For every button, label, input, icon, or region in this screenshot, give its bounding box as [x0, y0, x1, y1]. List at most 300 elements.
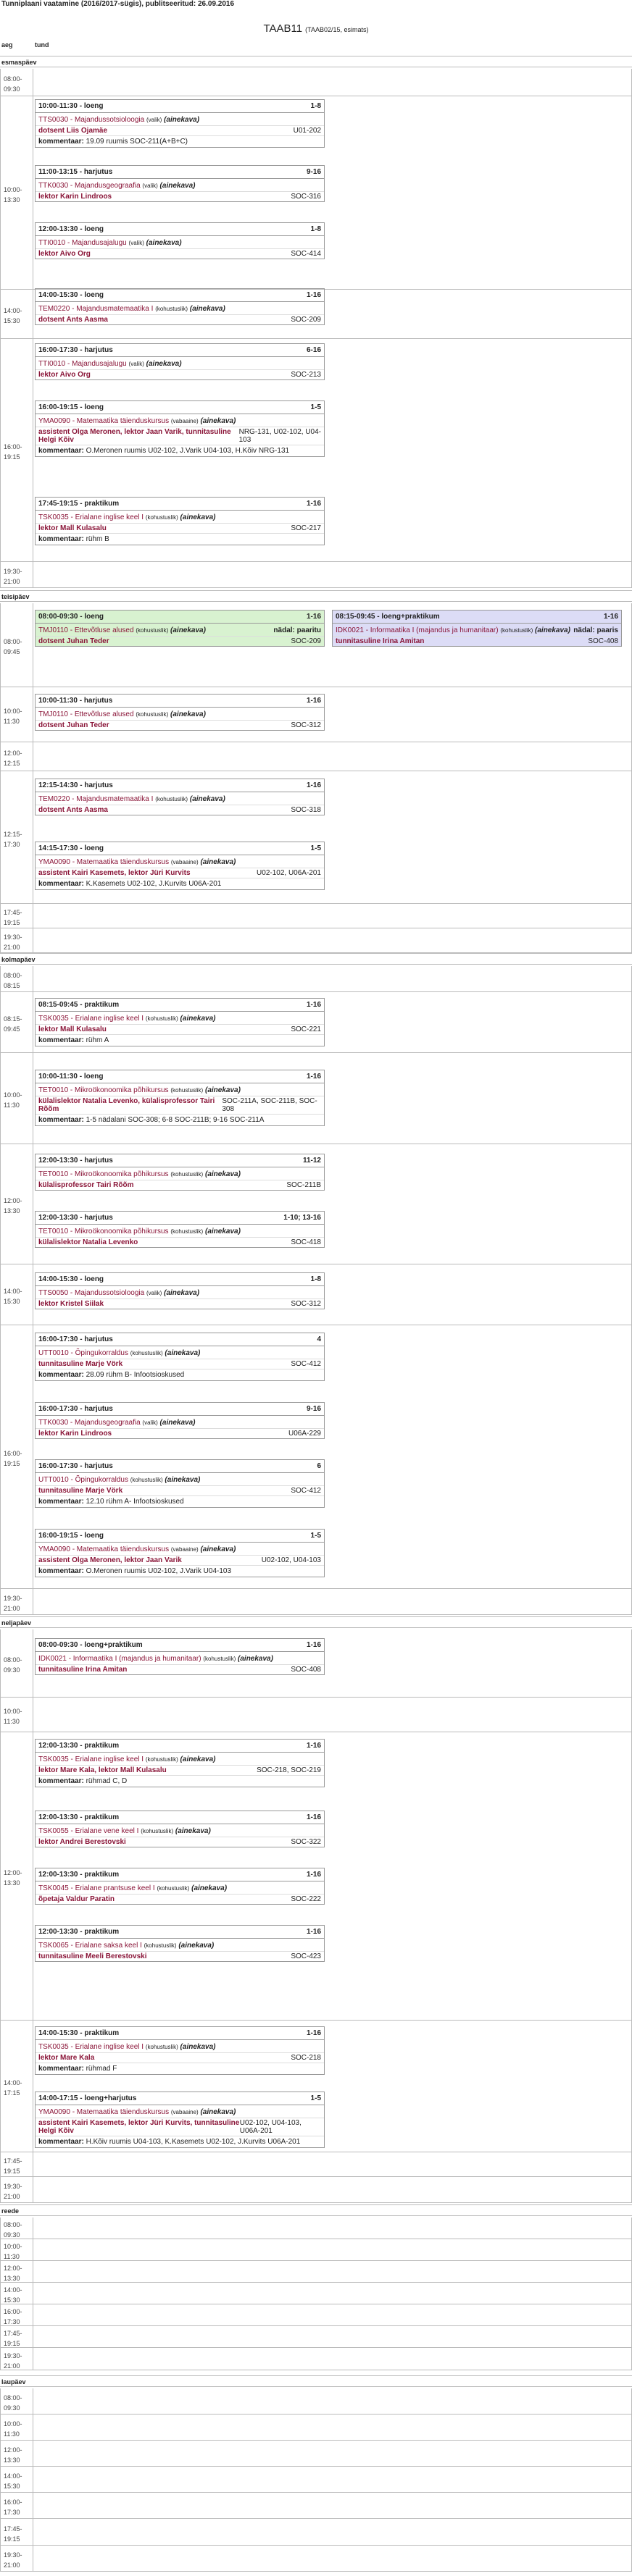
event-card[interactable]: [35, 1333, 325, 1381]
event-time-type: 16:00-19:15 - loeng: [38, 1532, 104, 1540]
week-note: nädal: paaritu: [273, 626, 321, 634]
time-slot: [0, 2546, 632, 2572]
teacher-name[interactable]: dotsent Ants Aasma: [38, 316, 108, 324]
course-code[interactable]: TSK0045 - Erialane prantsuse keel I: [38, 1884, 155, 1892]
event-header: [36, 695, 324, 708]
course-kind-link[interactable]: (ainekava): [175, 1827, 211, 1835]
course-kind-link[interactable]: (ainekava): [200, 417, 236, 425]
comment-label: kommentaar:: [38, 1371, 86, 1379]
course-name[interactable]: [36, 1939, 324, 1951]
room: U02-102, U06A-201: [257, 869, 321, 877]
teacher-name[interactable]: lektor Karin Lindroos: [38, 193, 112, 201]
time-slot: [0, 2441, 632, 2467]
course-code[interactable]: TMJ0110 - Ettevõtluse alused: [38, 710, 134, 718]
comment-text: rühm B: [86, 535, 109, 543]
teacher-name[interactable]: assistent Kairi Kasemets, lektor Jüri Kurvits: [38, 869, 191, 877]
slot-time: 14:00- 15:30: [4, 2286, 22, 2304]
slot-time: 10:00- 13:30: [4, 185, 22, 204]
event-weeks: 9-16: [306, 168, 321, 176]
teacher-name[interactable]: assistent Kairi Kasemets, lektor Jüri Kurvits, tunnitasuline Helgi Kõiv: [38, 2119, 240, 2135]
event-time-type: 12:00-13:30 - praktikum: [38, 1871, 120, 1879]
event-card[interactable]: [35, 1925, 325, 1962]
event-card[interactable]: [35, 610, 325, 647]
slot-time: 12:00- 13:30: [4, 1197, 22, 1214]
course-tag: (kohustuslik): [136, 627, 169, 634]
event-card[interactable]: [35, 99, 325, 148]
event-card[interactable]: [35, 1739, 325, 1787]
teacher-name[interactable]: lektor Karin Lindroos: [38, 1430, 112, 1438]
event-card[interactable]: [35, 1070, 325, 1126]
slot-time: 17:45- 19:15: [4, 2157, 22, 2175]
course-name[interactable]: [36, 1652, 324, 1664]
room: SOC-322: [291, 1838, 321, 1846]
slot-time: 12:00- 12:15: [4, 750, 22, 767]
course-kind-link[interactable]: (ainekava): [205, 1086, 241, 1094]
comment: [36, 1495, 324, 1507]
course-name[interactable]: [36, 1012, 324, 1024]
page-title: Tunniplaani vaatamine (2016/2017-sügis), publitseeritud: 26.09.2016: [1, 0, 235, 8]
slot-time: 16:00- 17:30: [4, 2308, 22, 2325]
event-header: [36, 1811, 324, 1824]
event-time-type: 10:00-11:30 - loeng: [38, 1073, 104, 1081]
course-tag: (kohustuslik): [170, 1171, 204, 1178]
course-kind-link[interactable]: (ainekava): [180, 513, 216, 521]
event-time-type: 12:00-13:30 - praktikum: [38, 1928, 120, 1936]
event-card[interactable]: [35, 497, 325, 545]
room: SOC-213: [291, 371, 321, 379]
course-name[interactable]: [36, 1753, 324, 1765]
course-name[interactable]: [36, 1225, 324, 1237]
comment: [36, 878, 324, 889]
teacher-room-row: [36, 1299, 324, 1309]
course-tag: (vabaaine): [170, 418, 199, 424]
course-tag: (kohustuslik): [145, 1756, 178, 1763]
course-kind-link[interactable]: (ainekava): [535, 626, 570, 634]
event-header: [36, 2027, 324, 2040]
course-tag: (kohustuslik): [203, 1656, 236, 1662]
course-name[interactable]: [36, 624, 324, 636]
slot-time: 08:00- 09:30: [4, 1656, 22, 1674]
course-tag: (kohustuslik): [157, 1885, 190, 1892]
course-kind-link[interactable]: (ainekava): [200, 858, 236, 866]
teacher-room-row: [36, 1428, 324, 1438]
teacher-name[interactable]: lektor Mare Kala, lektor Mall Kulasalu: [38, 1766, 167, 1774]
course-tag: (kohustuslik): [130, 1350, 163, 1356]
time-slot: [0, 2304, 632, 2326]
event-weeks: 6-16: [306, 346, 321, 354]
course-kind-link[interactable]: (ainekava): [164, 116, 200, 124]
course-name[interactable]: [36, 1473, 324, 1485]
course-code[interactable]: TSK0065 - Erialane saksa keel I: [38, 1942, 142, 1950]
course-kind-link[interactable]: (ainekava): [170, 626, 206, 634]
course-name[interactable]: [36, 511, 324, 523]
course-kind-link[interactable]: (ainekava): [165, 1349, 201, 1357]
comment: [36, 2136, 324, 2147]
time-slot: [0, 1698, 632, 1732]
event-card[interactable]: [35, 1459, 325, 1508]
room: U06A-229: [288, 1430, 321, 1438]
room: SOC-222: [291, 1895, 321, 1903]
event-time-type: 14:00-17:15 - loeng+harjutus: [38, 2094, 137, 2102]
course-name[interactable]: [333, 624, 621, 636]
event-header: [36, 1070, 324, 1083]
event-header: [36, 2092, 324, 2105]
teacher-name[interactable]: dotsent Juhan Teder: [38, 721, 109, 729]
course-code[interactable]: YMA0090 - Matemaatika täienduskursus: [38, 1545, 170, 1553]
event-weeks: 1-16: [306, 291, 321, 299]
time-slot: [0, 2326, 632, 2348]
course-name[interactable]: [36, 1167, 324, 1180]
event-card[interactable]: [35, 1868, 325, 1905]
day-header: teisipäev: [0, 590, 632, 602]
slot-time: 14:00- 15:30: [4, 307, 22, 324]
comment-label: kommentaar:: [38, 1036, 86, 1044]
comment-label: kommentaar:: [38, 1498, 86, 1506]
teacher-room-row: [36, 1180, 324, 1190]
course-name[interactable]: [36, 357, 324, 369]
course-code[interactable]: TSK0055 - Erialane vene keel I: [38, 1827, 139, 1835]
week-note: nädal: paaris: [573, 626, 618, 634]
event-time-type: 16:00-17:30 - harjutus: [38, 1335, 113, 1343]
teacher-name[interactable]: lektor Mare Kala: [38, 2054, 95, 2062]
course-tag: (kohustuslik): [155, 306, 188, 312]
event-weeks: 1-8: [310, 225, 321, 233]
course-name[interactable]: [36, 2040, 324, 2052]
teacher-room-row: [36, 248, 324, 259]
teacher-room-row: [36, 1951, 324, 1961]
teacher-name[interactable]: dotsent Ants Aasma: [38, 806, 108, 814]
course-code[interactable]: TTI0010 - Majandusajalugu: [38, 360, 127, 368]
teacher-name[interactable]: külalisprofessor Tairi Rõõm: [38, 1181, 134, 1189]
course-code[interactable]: TSK0035 - Erialane inglise keel I: [38, 1755, 144, 1763]
teacher-name[interactable]: tunnitasuline Marje Vörk: [38, 1487, 123, 1495]
comment-label: kommentaar:: [38, 1116, 86, 1124]
course-code[interactable]: YMA0090 - Matemaatika täienduskursus: [38, 2108, 170, 2116]
time-slot: [0, 2239, 632, 2261]
event-card[interactable]: [35, 1154, 325, 1191]
course-tag: (kohustuslik): [130, 1477, 163, 1483]
time-slot: [0, 2415, 632, 2441]
room: SOC-209: [291, 637, 321, 645]
teacher-name[interactable]: lektor Kristel Siilak: [38, 1300, 104, 1308]
event-header: [333, 611, 621, 624]
teacher-name[interactable]: tunnitasuline Irina Amitan: [336, 637, 425, 645]
slot-time: 08:00- 09:30: [4, 2394, 22, 2412]
time-slot: [0, 742, 632, 771]
course-name[interactable]: [36, 1286, 324, 1299]
event-card[interactable]: [35, 1811, 325, 1847]
teacher-name[interactable]: külalislektor Natalia Levenko: [38, 1238, 138, 1246]
event-card[interactable]: [35, 222, 325, 259]
slot-time: 19:30- 21:00: [4, 2351, 22, 2370]
course-code[interactable]: YMA0090 - Matemaatika täienduskursus: [38, 858, 170, 866]
course-name[interactable]: [36, 708, 324, 720]
slot-time: 10:00- 11:30: [4, 2243, 22, 2260]
event-card[interactable]: [35, 2092, 325, 2148]
event-weeks: 1-16: [306, 1001, 321, 1009]
teacher-name[interactable]: lektor Mall Kulasalu: [38, 524, 107, 532]
event-header: [36, 1333, 324, 1346]
course-tag: (kohustuslik): [155, 796, 188, 802]
teacher-room-row: [36, 1765, 324, 1775]
time-slot: [0, 2152, 632, 2177]
course-kind-link[interactable]: (ainekava): [200, 1545, 236, 1553]
event-card[interactable]: [35, 1402, 325, 1439]
teacher-name[interactable]: tunnitasuline Irina Amitan: [38, 1666, 128, 1674]
teacher-room-row: [36, 314, 324, 324]
teacher-room-row: [36, 369, 324, 379]
event-time-type: 11:00-13:15 - harjutus: [38, 168, 113, 176]
event-weeks: 1-16: [306, 613, 321, 621]
teacher-room-row: [36, 523, 324, 533]
teacher-name[interactable]: lektor Aivo Org: [38, 371, 91, 379]
slot-time: 12:00- 13:30: [4, 2265, 22, 2282]
slot-time: 17:45- 19:15: [4, 909, 22, 926]
course-name[interactable]: [36, 2105, 324, 2118]
teacher-room-row: [36, 720, 324, 730]
comment-text: 1-5 nädalani SOC-308; 6-8 SOC-211B; 9-16 SOC-211A: [86, 1116, 265, 1124]
teacher-name[interactable]: assistent Olga Meronen, lektor Jaan Varik: [38, 1556, 182, 1564]
course-tag: (valik): [142, 182, 158, 189]
course-code[interactable]: TMJ0110 - Ettevõtluse alused: [38, 626, 134, 634]
course-code[interactable]: IDK0021 - Informaatika I (majandus ja humanitaar): [38, 1655, 201, 1663]
event-time-type: 12:00-13:30 - harjutus: [38, 1157, 113, 1165]
course-name[interactable]: [36, 1824, 324, 1837]
course-name[interactable]: [36, 1083, 324, 1096]
event-card[interactable]: [35, 1529, 325, 1577]
event-weeks: 1-16: [306, 1742, 321, 1750]
teacher-name[interactable]: tunnitasuline Marje Vörk: [38, 1360, 123, 1368]
slot-time: 16:00- 19:15: [4, 1450, 22, 1467]
comment-text: rühmad C, D: [86, 1777, 128, 1785]
teacher-name[interactable]: lektor Aivo Org: [38, 250, 91, 258]
event-header: [36, 1403, 324, 1416]
teacher-room-row: [36, 1664, 324, 1674]
teacher-name[interactable]: lektor Mall Kulasalu: [38, 1025, 107, 1033]
course-name[interactable]: [36, 414, 324, 427]
course-kind-link[interactable]: (ainekava): [191, 1884, 228, 1892]
course-code[interactable]: TTI0010 - Majandusajalugu: [38, 239, 127, 247]
teacher-name[interactable]: lektor Andrei Berestovski: [38, 1838, 126, 1846]
event-weeks: 9-16: [306, 1405, 321, 1413]
event-time-type: 12:00-13:30 - loeng: [38, 225, 104, 233]
course-name[interactable]: [36, 1881, 324, 1894]
course-tag: (valik): [146, 1290, 162, 1296]
course-kind-link[interactable]: (ainekava): [180, 1755, 216, 1763]
course-code[interactable]: IDK0021 - Informaatika I (majandus ja humanitaar): [336, 626, 499, 634]
teacher-name[interactable]: dotsent Liis Ojamäe: [38, 127, 108, 135]
teacher-room-row: [36, 2118, 324, 2136]
event-card[interactable]: [35, 165, 325, 202]
course-name[interactable]: [36, 792, 324, 805]
event-weeks: 6: [317, 1462, 321, 1470]
comment-text: rühmad F: [86, 2065, 117, 2073]
comment-label: kommentaar:: [38, 880, 86, 888]
teacher-room-row: [333, 636, 621, 646]
course-name[interactable]: [36, 236, 324, 248]
course-name[interactable]: [36, 855, 324, 868]
event-weeks: 1-5: [310, 844, 321, 852]
course-code[interactable]: TEM0220 - Majandusmatemaatika I: [38, 305, 154, 313]
slot-time: 19:30- 21:00: [4, 2183, 22, 2200]
slot-time: 08:00- 09:30: [4, 75, 22, 93]
course-kind-link[interactable]: (ainekava): [178, 1942, 215, 1950]
event-card[interactable]: [35, 2026, 325, 2075]
course-code[interactable]: TEM0220 - Majandusmatemaatika I: [38, 795, 154, 803]
course-kind-link[interactable]: (ainekava): [180, 1015, 216, 1023]
group-code: TAAB11: [263, 22, 303, 35]
course-kind-link[interactable]: (ainekava): [159, 182, 196, 190]
event-header: [36, 289, 324, 302]
event-header: [36, 1273, 324, 1286]
comment-text: rühm A: [86, 1036, 109, 1044]
event-card[interactable]: [35, 1638, 325, 1675]
teacher-room-row: [36, 125, 324, 135]
course-kind-link[interactable]: (ainekava): [200, 2108, 236, 2116]
event-card[interactable]: [35, 1211, 325, 1248]
course-code[interactable]: UTT0010 - Õpingukorraldus: [38, 1476, 128, 1484]
event-header: [36, 1926, 324, 1939]
event-header: [36, 1868, 324, 1881]
event-time-type: 10:00-11:30 - harjutus: [38, 697, 113, 705]
event-weeks: 1-5: [310, 1532, 321, 1540]
course-kind-link[interactable]: (ainekava): [238, 1655, 273, 1663]
slot-time: 17:45- 19:15: [4, 2525, 22, 2543]
course-tag: (valik): [142, 1419, 158, 1426]
course-kind-link[interactable]: (ainekava): [189, 305, 225, 313]
event-weeks: 1-16: [603, 613, 618, 621]
course-kind-link[interactable]: (ainekava): [180, 2043, 216, 2051]
room: SOC-211A, SOC-211B, SOC-308: [222, 1097, 317, 1113]
comment: [36, 135, 324, 147]
time-slot: [0, 69, 632, 96]
event-time-type: 14:00-15:30 - loeng: [38, 291, 104, 299]
teacher-name[interactable]: õpetaja Valdur Paratin: [38, 1895, 115, 1903]
event-card[interactable]: [35, 288, 325, 325]
event-card[interactable]: [35, 694, 325, 731]
day-header: esmaspäev: [0, 56, 632, 67]
event-card[interactable]: [35, 400, 325, 457]
course-kind-link[interactable]: (ainekava): [159, 1419, 196, 1427]
slot-time: 10:00- 11:30: [4, 2420, 22, 2438]
teacher-room-row: [36, 1894, 324, 1904]
teacher-name[interactable]: assistent Olga Meronen, lektor Jaan Varik, tunnitasuline Helgi Kõiv: [38, 428, 231, 444]
event-card[interactable]: [35, 998, 325, 1046]
course-name[interactable]: [36, 179, 324, 191]
teacher-name[interactable]: dotsent Juhan Teder: [38, 637, 109, 645]
course-kind-link[interactable]: (ainekava): [170, 710, 206, 718]
course-kind-link[interactable]: (ainekava): [205, 1228, 241, 1235]
event-weeks: 1-16: [306, 1073, 321, 1081]
column-header-aeg: aeg: [1, 41, 13, 49]
comment-text: O.Meronen ruumis U02-102, J.Varik U04-103: [86, 1567, 232, 1575]
day-header: reede: [0, 2204, 632, 2216]
event-weeks: 1-5: [310, 403, 321, 411]
room: SOC-217: [291, 524, 321, 532]
event-weeks: 1-16: [306, 781, 321, 789]
course-tag: (kohustuslik): [170, 1228, 204, 1235]
event-header: [36, 611, 324, 624]
room: SOC-412: [291, 1360, 321, 1368]
course-kind-link[interactable]: (ainekava): [205, 1170, 241, 1178]
time-slot: [0, 2348, 632, 2370]
course-kind-link[interactable]: (ainekava): [165, 1476, 201, 1484]
course-code[interactable]: TET0010 - Mikroökonoomika põhikursus: [38, 1228, 169, 1235]
room: SOC-312: [291, 721, 321, 729]
comment: [36, 445, 324, 456]
course-name[interactable]: [36, 113, 324, 125]
course-code[interactable]: YMA0090 - Matemaatika täienduskursus: [38, 417, 170, 425]
course-name[interactable]: [36, 1543, 324, 1555]
teacher-room-row: [36, 1555, 324, 1565]
course-kind-link[interactable]: (ainekava): [146, 239, 182, 247]
event-card[interactable]: [35, 1272, 325, 1309]
course-kind-link[interactable]: (ainekava): [146, 360, 182, 368]
course-name[interactable]: [36, 1416, 324, 1428]
course-kind-link[interactable]: (ainekava): [189, 795, 225, 803]
teacher-room-row: [36, 868, 324, 878]
course-code[interactable]: TET0010 - Mikroökonoomika põhikursus: [38, 1170, 169, 1178]
teacher-name[interactable]: tunnitasuline Meeli Berestovski: [38, 1952, 147, 1960]
course-code[interactable]: TTK0030 - Majandusgeograafia: [38, 182, 141, 190]
course-name[interactable]: [36, 302, 324, 314]
course-code[interactable]: TSK0035 - Erialane inglise keel I: [38, 1015, 144, 1023]
event-card[interactable]: [35, 779, 325, 815]
course-code[interactable]: TSK0035 - Erialane inglise keel I: [38, 513, 144, 521]
event-card[interactable]: [35, 343, 325, 380]
course-tag: (valik): [146, 117, 162, 123]
comment-text: 19.09 ruumis SOC-211(A+B+C): [86, 138, 188, 146]
comment-text: 28.09 rühm B- Infootsioskused: [86, 1371, 185, 1379]
course-tag: (kohustuslik): [144, 1942, 177, 1949]
course-code[interactable]: TSK0035 - Erialane inglise keel I: [38, 2043, 144, 2051]
slot-time: 19:30- 21:00: [4, 568, 22, 585]
comment: [36, 1369, 324, 1380]
course-code[interactable]: TET0010 - Mikroökonoomika põhikursus: [38, 1086, 169, 1094]
course-code[interactable]: TTS0050 - Majandussotsioloogia: [38, 1289, 145, 1297]
slot-time: 08:00- 08:15: [4, 972, 22, 989]
slot-time: 19:30- 21:00: [4, 2551, 22, 2569]
event-header: [36, 223, 324, 236]
event-card[interactable]: [332, 610, 622, 647]
room: NRG-131, U02-102, U04-103: [238, 428, 321, 444]
event-header: [36, 498, 324, 511]
time-slot: [0, 2177, 632, 2203]
course-tag: (vabaaine): [170, 859, 199, 865]
slot-time: 14:00- 17:15: [4, 2079, 22, 2097]
time-slot: [0, 2283, 632, 2304]
event-weeks: 11-12: [302, 1157, 321, 1165]
course-code[interactable]: TTK0030 - Majandusgeograafia: [38, 1419, 141, 1427]
teacher-name[interactable]: külalislektor Natalia Levenko, külalisprofessor Tairi Rõõm: [38, 1097, 215, 1113]
course-code[interactable]: TTS0030 - Majandussotsioloogia: [38, 116, 145, 124]
teacher-room-row: [36, 1237, 324, 1247]
course-tag: (kohustuslik): [145, 2044, 178, 2050]
course-name[interactable]: [36, 1346, 324, 1359]
event-header: [36, 166, 324, 179]
slot-time: 19:30- 21:00: [4, 1595, 22, 1612]
teacher-room-row: [36, 1837, 324, 1847]
room: SOC-408: [588, 637, 618, 645]
event-time-type: 14:15-17:30 - loeng: [38, 844, 104, 852]
room: SOC-318: [291, 806, 321, 814]
event-time-type: 16:00-17:30 - harjutus: [38, 1405, 113, 1413]
course-kind-link[interactable]: (ainekava): [164, 1289, 200, 1297]
slot-time: 08:00- 09:30: [4, 2221, 22, 2239]
event-card[interactable]: [35, 842, 325, 890]
time-slot: [0, 966, 632, 992]
course-code[interactable]: UTT0010 - Õpingukorraldus: [38, 1349, 128, 1357]
